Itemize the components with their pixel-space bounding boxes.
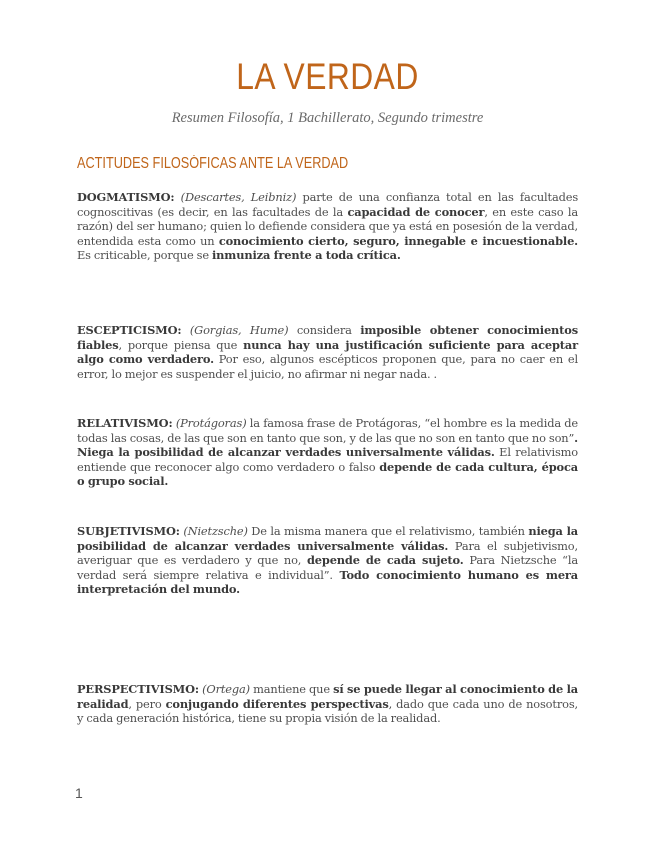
term-dogmatismo: DOGMATISMO: [77, 190, 175, 204]
section-heading: ACTITUDES FILOSÓFICAS ANTE LA VERDAD [77, 155, 349, 172]
paragraph-subjetivismo [77, 524, 578, 597]
text: Por eso, algunos escépticos proponen que, para no caer en el error, lo mejor es suspender el juicio, no afirmar ni negar nada. . [77, 352, 579, 381]
emphasis: depende de cada cultura, época o grupo social. [77, 459, 578, 489]
paragraph-dogmatismo [77, 190, 578, 263]
emphasis: depende de cada sujeto. [306, 553, 464, 568]
emphasis: imposible obtener conocimientos fiables [77, 323, 579, 352]
text: , dado que cada uno de nosotros, y cada generación histórica, tiene su propia visión de la realidad. [77, 696, 578, 726]
emphasis: capacidad de conocer [347, 204, 485, 219]
paragraph-perspectivismo [77, 682, 578, 726]
text: , en este caso la razón) del ser humano; quien lo defiende considera que ya está en posesión de la verdad, entendida esta como un [77, 204, 578, 248]
term-subjetivismo: SUBJETIVISMO: [77, 524, 180, 538]
emphasis: . Niega la posibilidad de alcanzar verdades universalmente válidas. [77, 430, 578, 460]
page-title: LA VERDAD [236, 56, 419, 97]
text: Es criticable, porque se [77, 248, 212, 263]
authors-dogmatismo: (Descartes, Leibniz) [180, 190, 297, 204]
term-escepticismo: ESCEPTICISMO: [77, 323, 182, 337]
text: De la misma manera que el relativismo, también [247, 524, 529, 538]
emphasis: conjugando diferentes perspectivas [165, 696, 389, 711]
emphasis: conocimiento cierto, seguro, innegable e incuestionable. [218, 233, 578, 248]
term-relativismo: RELATIVISMO: [77, 416, 173, 430]
text: Para Nietzsche “la verdad será siempre relativa e individual”. [77, 553, 578, 582]
emphasis: sí se puede llegar al conocimiento de la realidad [77, 682, 578, 711]
page-number: 1 [75, 785, 83, 801]
emphasis: niega la posibilidad de alcanzar verdades universalmente válidas. [77, 524, 579, 553]
authors-subjetivismo: (Nietzsche) [183, 524, 248, 538]
paragraph-relativismo [77, 416, 578, 489]
authors-relativismo: (Protágoras) [175, 416, 247, 430]
text: considera [288, 323, 361, 337]
text: la famosa frase de Protágoras, “el hombre es la medida de todas las cosas, de las que son en tanto que son, y de las que no son en tanto que no son” [77, 416, 579, 445]
text: , porque piensa que [118, 337, 244, 352]
emphasis: nunca hay una justificación suficiente para aceptar algo como verdadero. [77, 337, 578, 367]
paragraph-escepticismo [77, 323, 578, 381]
text: El relativismo entiende que reconocer algo como verdadero o falso [77, 445, 579, 474]
emphasis: Todo conocimiento humano es mera interpretación del mundo. [77, 567, 578, 597]
page-subtitle: Resumen Filosofía, 1 Bachillerato, Segundo trimestre [171, 110, 484, 126]
term-perspectivismo: PERSPECTIVISMO: [77, 682, 199, 696]
text: mantiene que [249, 682, 334, 696]
authors-escepticismo: (Gorgias, Hume) [189, 323, 289, 337]
emphasis: inmuniza frente a toda crítica. [212, 248, 401, 263]
text: Para el subjetivismo, averiguar que es verdadero y que no, [77, 538, 578, 568]
text: , pero [128, 696, 166, 711]
authors-perspectivismo: (Ortega) [202, 682, 250, 696]
text: parte de una confianza total en las facultades cognoscitivas (es decir, en las facultades de la [77, 190, 579, 219]
